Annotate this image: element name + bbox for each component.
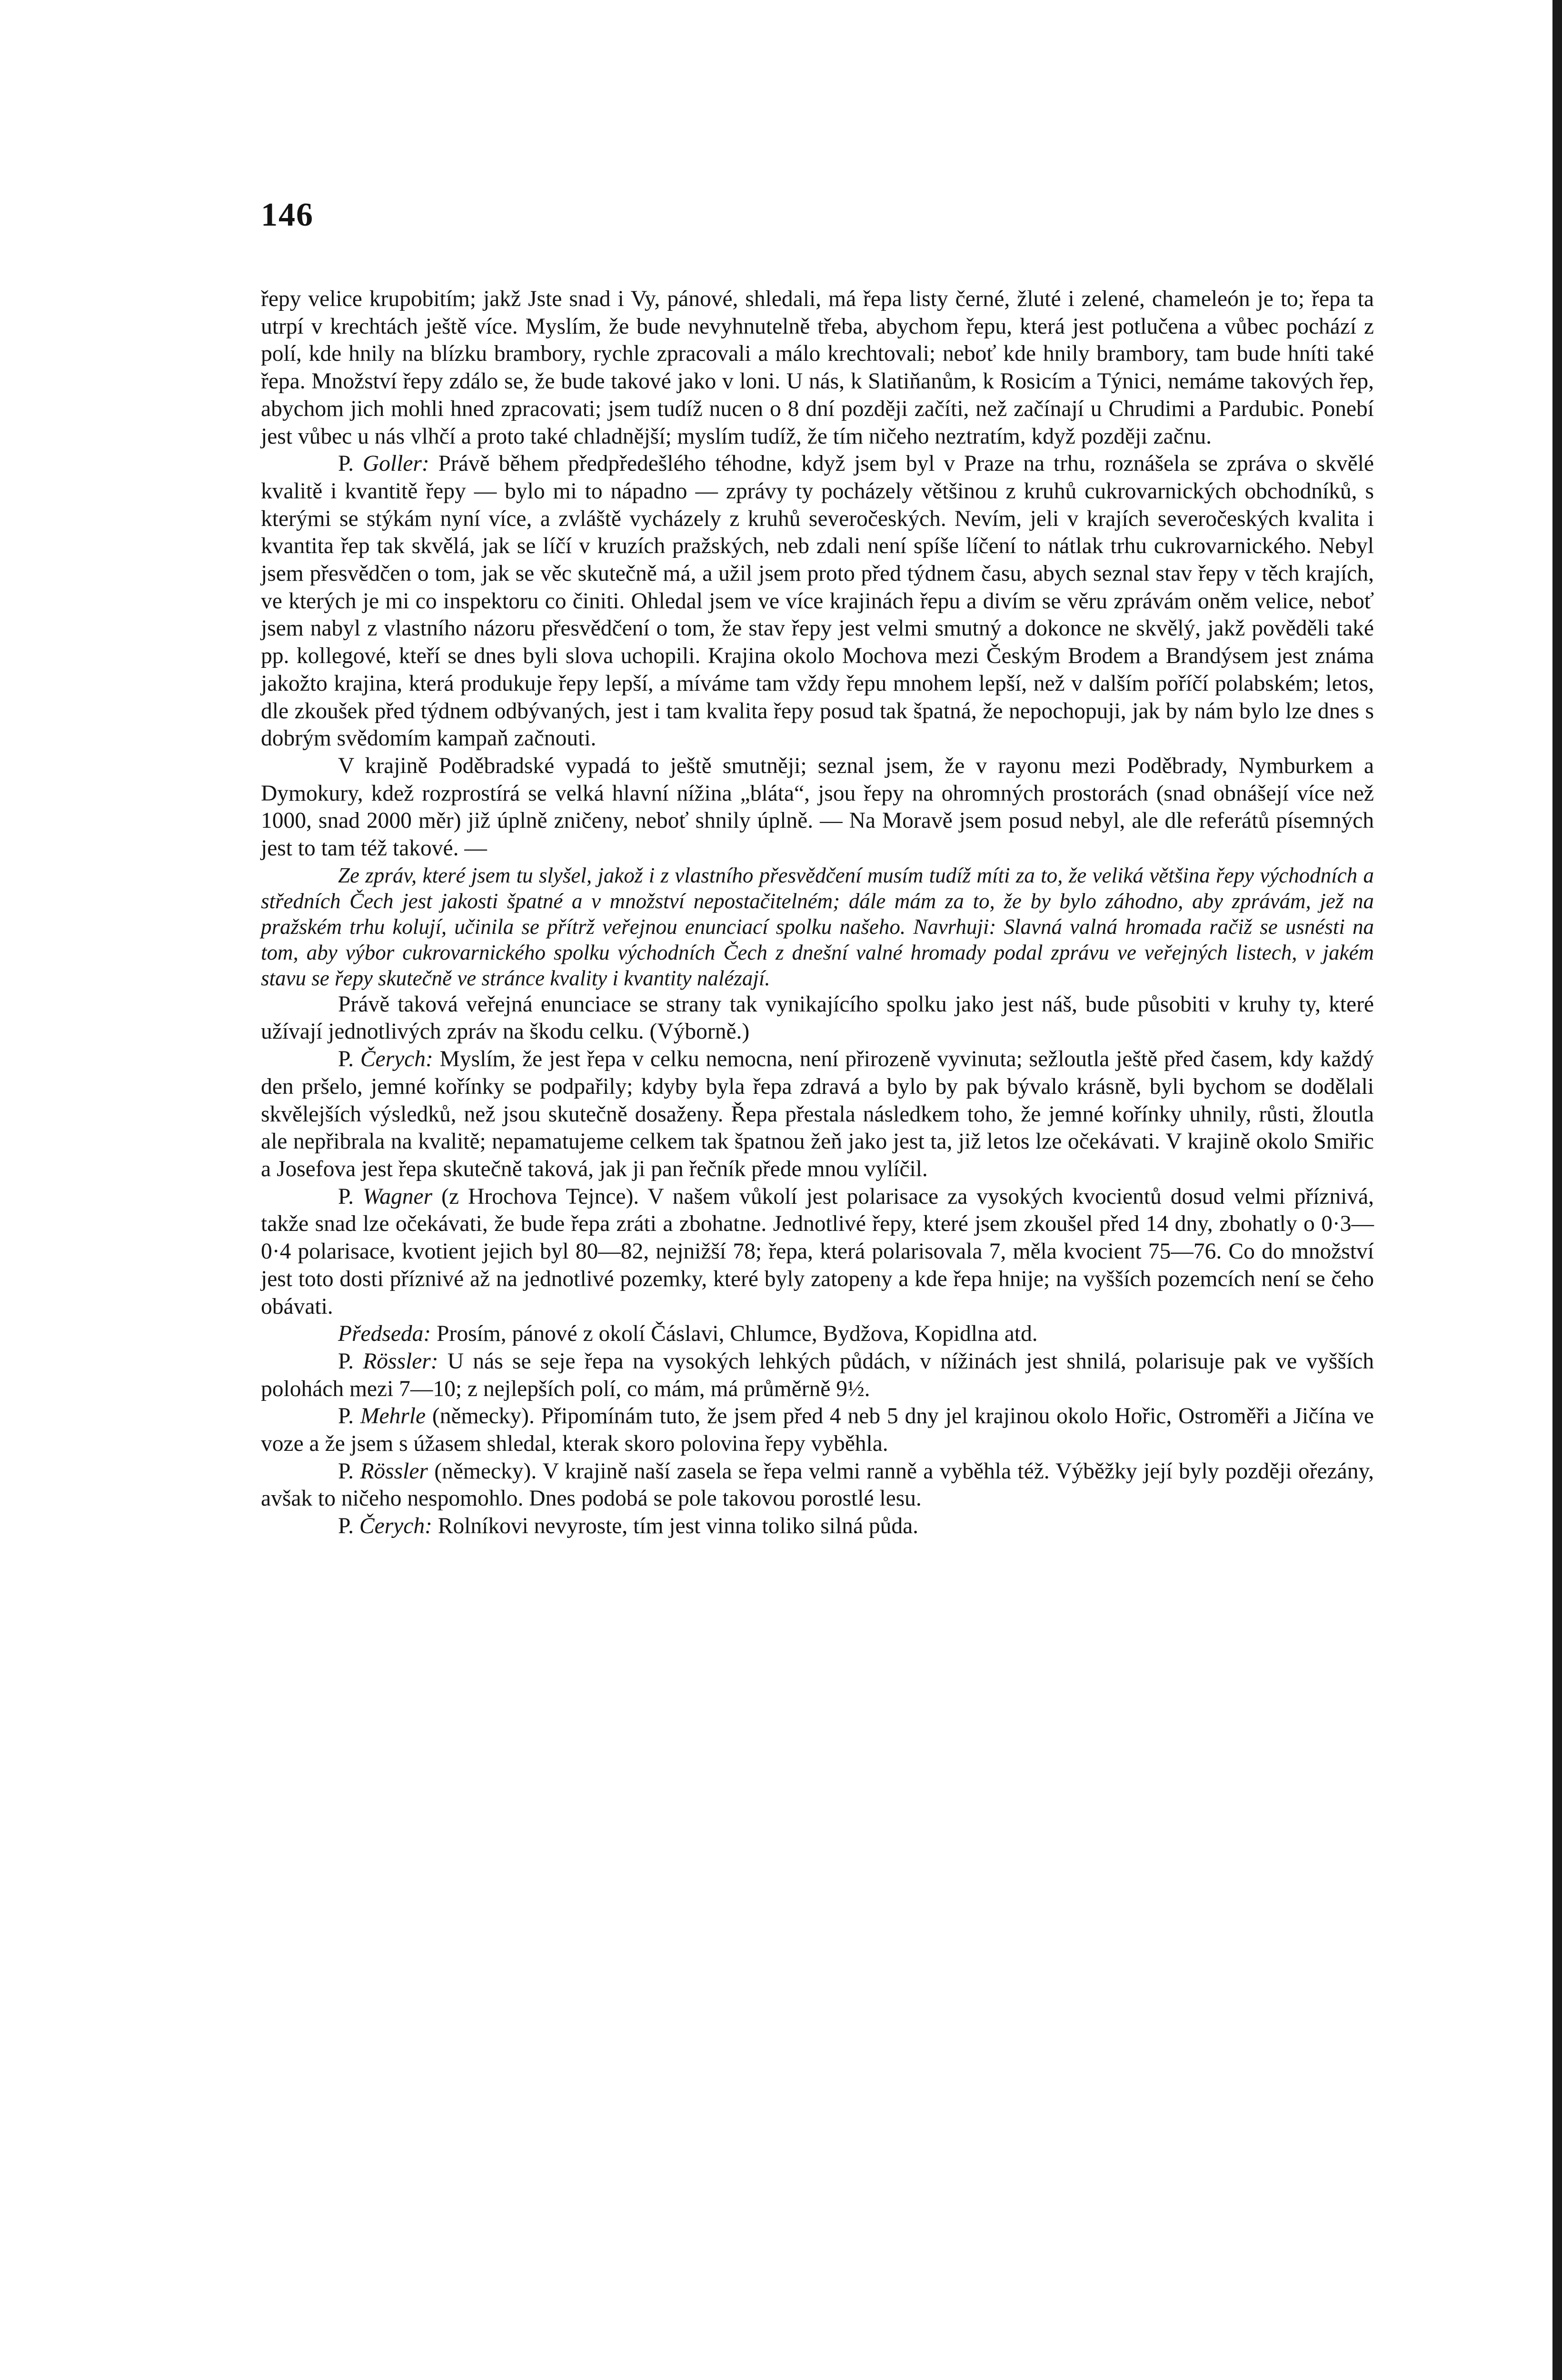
speaker-name: Mehrle xyxy=(360,1404,426,1429)
speaker-name: Čerych: xyxy=(360,1047,433,1072)
body-text xyxy=(261,286,1374,1540)
speaker-name: Předseda: xyxy=(338,1321,431,1347)
paragraph-rossler: P. Rössler: U nás se seje řepa na vysokých lehkých půdách, v nížinách jest shnilá, polarisuje pak ve vyšších polohách mezi 7—10; z nejlepších polí, co mám, má průměrně 9½. xyxy=(261,1349,1374,1401)
page-number: 146 xyxy=(261,197,314,233)
paragraph-wagner: P. Wagner (z Hrochova Tejnce). V našem vůkolí jest polarisace za vysokých kvocientů dosud velmi příznivá, takže snad lze očekávati, že bude řepa zráti a zbohatne. Jednotlivé řepy, které jsem zkoušel před 14 dny, zbohatly o 0·3—0·4 polarisace, kvotient jejich byl 80—82, nejnižší 78; řepa, která polarisovala 7, měla kvocient 75—76. Co do množství jest toto dosti příznivé až na jednotlivé pozemky, které byly zatopeny a kde řepa hnije; na vyšších pozemcích není se čeho obávati. xyxy=(261,1184,1374,1319)
speaker-name: Wagner xyxy=(363,1184,433,1209)
paragraph-mehrle: P. Mehrle (německy). Připomínám tuto, že jsem před 4 neb 5 dny jel krajinou okolo Hořic, Ostroměři a Jičína ve voze a že jsem s úžasem shledal, kterak skoro polovina řepy vyběhla. xyxy=(261,1404,1374,1457)
paragraph-resolution: Ze zpráv, které jsem tu slyšel, jakož i z vlastního přesvědčení musím tudíž míti za to, že veliká většina řepy východních a středních Čech jest jakosti špatné a v množství nepostačitelném; dále mám za to, že by bylo záhodno, aby zprávám, jež na pražském trhu kolují, učinila se přítrž veřejnou enunciací spolku našeho. Navrhuji: Slavná valná hromada račiž se usnésti na tom, aby výbor cukrovarnického spolku východních Čech z dnešní valné hromady podal zprávu ve veřejných listech, v jakém stavu se řepy skutečně ve stránce kvality i kvantity nalézají. xyxy=(261,863,1374,990)
paragraph-podebrady: V krajině Poděbradské vypadá to ještě smutněji; seznal jsem, že v rayonu mezi Poděbrady, Nymburkem a Dymokury, kdež rozprostírá se velká hlavní nížina „bláta“, jsou řepy na ohromných prostorách (snad obnášejí více než 1000, snad 2000 měr) již úplně zničeny, neboť shnily úplně. — Na Moravě jsem posud nebyl, ale dle referátů písemných jest to tam též takové. — xyxy=(261,753,1374,861)
paragraph-rossler-2: P. Rössler (německy). V krajině naší zasela se řepa velmi ranně a vyběhla též. Výběžky její byly později ořezány, avšak to ničeho nespomohlo. Dnes podobá se pole takovou porostlé lesu. xyxy=(261,1458,1374,1511)
paragraph-enunciace: Právě taková veřejná enunciace se strany tak vynikajícího spolku jako jest náš, bude působiti v kruhy ty, které užívají jednotlivých zpráv na škodu celku. (Výborně.) xyxy=(261,992,1374,1044)
paragraph-goller: P. Goller: Právě během předpředešlého téhodne, když jsem byl v Praze na trhu, roznášela se zpráva o skvělé kvalitě i kvantitě řepy — bylo mi to nápadno — zprávy ty pocházely většinou z kruhů cukrovarnických obchodníků, s kterými se stýkám nyní více, a zvláště vycházely z kruhů severočeských. Nevím, jeli v krajích severočeských kvalita i kvantita řep tak skvělá, jak se líčí v kruzích pražských, neb zdali není spíše líčení to nátlak trhu cukrovarnického. Nebyl jsem přesvědčen o tom, jak se věc skutečně má, a užil jsem proto před týdnem času, abych seznal stav řepy v těch krajích, ve kterých je mi co inspektoru co činiti. Ohledal jsem ve více krajinách řepu a divím se věru zprávám oněm velice, neboť jsem nabyl z vlastního názoru přesvědčení o tom, že stav řepy jest velmi smutný a dokonce ne skvělý, jakž pověděli také pp. kollegové, kteří se dnes byli slova uchopili. Krajina okolo Mochova mezi Českým Brodem a Brandýsem jest známa jakožto krajina, která produkuje řepy lepší, a míváme tam vždy řepu mnohem lepší, než v dalším poříčí polabském; letos, dle zkoušek před týdnem odbývaných, jest i tam kvalita řepy posud tak špatná, že nepochopuji, jak by nám bylo lze dnes s dobrým svědomím kampaň začnouti. xyxy=(261,451,1374,751)
paragraph-predseda: Předseda: Prosím, pánové z okolí Čáslavi, Chlumce, Bydžova, Kopidlna atd. xyxy=(338,1321,1038,1347)
speaker-name: Rössler: xyxy=(363,1349,438,1374)
speaker-name: Rössler xyxy=(360,1458,428,1484)
scan-edge-strip xyxy=(1552,0,1562,2380)
paragraph-cerych: P. Čerych: Myslím, že jest řepa v celku nemocna, není přirozeně vyvinuta; sežloutla ještě před časem, kdy každý den pršelo, jemné kořínky se podpařily; kdyby byla řepa zdravá a bylo by pak bývalo krásně, byli bychom se dodělali skvělejších výsledků, než jsou skutečně dosaženy. Řepa přestala následkem toho, že jemné kořínky uhnily, růsti, žloutla ale nepřibrala na kvalitě; nepamatujeme celkem tak špatnou žeň jako jest ta, již letos lze očekávati. V krajině okolo Smiřic a Josefova jest řepa skutečně taková, jak ji pan řečník přede mnou vylíčil. xyxy=(261,1047,1374,1181)
speaker-name: Čerych: xyxy=(359,1514,432,1539)
speaker-name: Goller: xyxy=(362,451,429,476)
paragraph-intro: řepy velice krupobitím; jakž Jste snad i Vy, pánové, shledali, má řepa listy černé, žluté i zelené, chameleón je to; řepa ta utrpí v krechtách ještě více. Myslím, že bude nevyhnutelně třeba, abychom řepu, která jest potlučena a vůbec pochází z polí, kde hnily na blízku brambory, rychle zpracovali a málo krechtovali; neboť kde hnily brambory, tam bude hníti také řepa. Množství řepy zdálo se, že bude takové jako v loni. U nás, k Slatiňanům, k Rosicím a Týnici, nemáme takových řep, abychom jich mohli hned zpracovati; jsem tudíž nucen o 8 dní později začíti, než začínají u Chrudimi a Pardubic. Ponebí jest vůbec u nás vlhčí a proto také chladnější; myslím tudíž, že tím ničeho neztratím, když později začnu. xyxy=(261,287,1374,449)
paragraph-cerych-2: P. Čerych: Rolníkovi nevyroste, tím jest vinna toliko silná půda. xyxy=(338,1514,919,1539)
